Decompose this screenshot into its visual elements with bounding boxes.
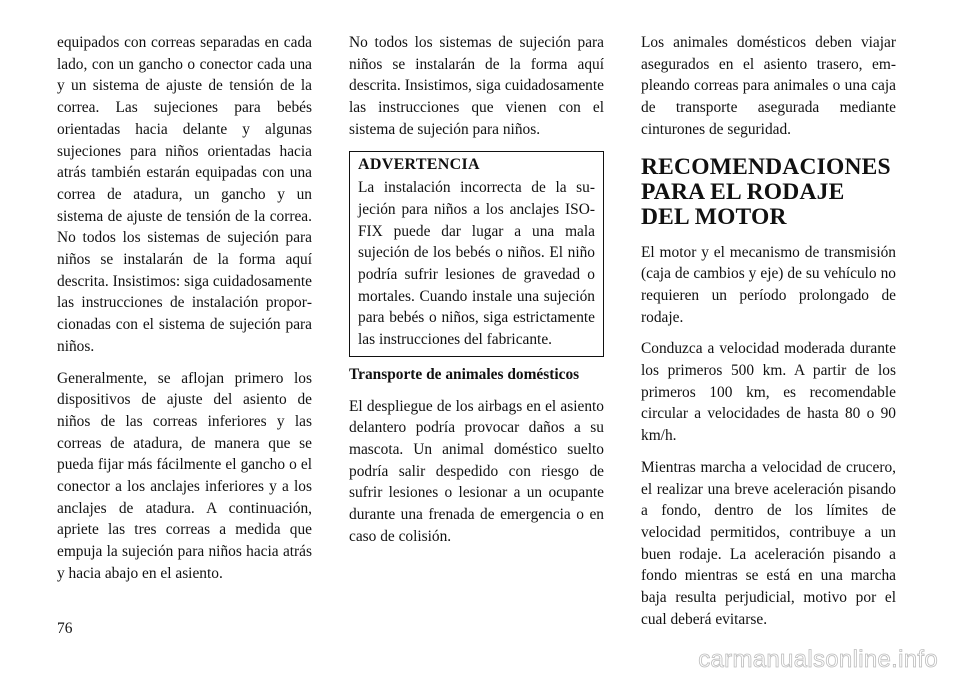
paragraph: Conduzca a velocidad moderada durante los primeros 500 km. A partir de los primeros 100 km, es recomendable circular a velocidades de hasta 80 o 90 km/h. [641,340,896,445]
paragraph: No todos los sistemas de sujeción para niños se instalarán de la forma aquí descrita. Insistimos, siga cuidadosamente las instrucciones que vienen con el sistema de sujeción para niños. [349,34,604,138]
paragraph: El despliegue de los airbags en el asiento delantero podría provocar daños a su mascota. Un animal doméstico suelto podría salir despedido con riesgo de sufrir lesiones o lesionar a un ocupante durante una frenada de emergencia o en caso de colisión. [349,397,604,545]
paragraph: equipados con correas separadas en cada lado, con un gancho o conector cada una y un sistema de ajuste de tensión de la correa. Las sujeciones para bebés orientadas hacia delante y algunas sujeciones para niños orientadas hacia atrás también estarán equipadas con una correa de atadura, un gancho y un sistema de ajuste de tensión de la correa. No todos los sistemas de sujeción para niños se instalarán de la forma aquí descrita. Insistimos: siga cuidadosamente las instrucciones de instalación proporcionadas con el sistema de sujeción para niños. [57,34,312,355]
warning-title: ADVERTENCIA [358,155,480,173]
paragraph: Generalmente, se aflojan primero los dispositivos de ajuste del asiento de niños de las correas inferiores y las correas de atadura, de manera que se pueda fijar más fácilmente el gancho o el conector a los anclajes inferiores y a los anclajes de atadura. A continuación, apriete las tres correas a medida que empuja la sujeción para niños hacia atrás y hacia abajo en el asiento. [57,369,312,582]
section-subheading: Transporte de animales domésticos [349,365,580,383]
text-column-middle [349,32,604,557]
text-column-right [641,32,896,640]
watermark: carmanualsonline.info [698,646,938,673]
page-number: 76 [57,620,73,637]
warning-box [349,151,604,357]
paragraph: El motor y el mecanismo de transmisión (caja de cambios y eje) de su vehículo no requieren un período prolongado de rodaje. [641,243,896,326]
text-column-left [57,32,312,595]
warning-text: La instalación incorrecta de la sujeción para niños a los anclajes ISOFIX puede dar lugar a una mala sujeción de los bebés o niños. El niño podría sufrir lesiones de gravedad o mortales. Cuando instale una sujeción para bebés o niños, siga estrictamente las instrucciones del fabricante. [358,179,595,349]
paragraph: Mientras marcha a velocidad de crucero, el realizar una breve aceleración pisando a fondo, dentro de los límites de velocidad permitidos, contribuye a un buen rodaje. La aceleración pisando a fondo mientras se está en una marcha baja resulta perjudicial, motivo por el cual deberá evitarse. [641,458,896,628]
section-heading: RECOMENDACIONES PARA EL RODAJE DEL MOTOR [641,153,891,230]
paragraph: Los animales domésticos deben viajar asegurados en el asiento trasero, empleando correas para animales o una caja de transporte asegurada mediante cinturones de seguridad. [641,34,896,138]
